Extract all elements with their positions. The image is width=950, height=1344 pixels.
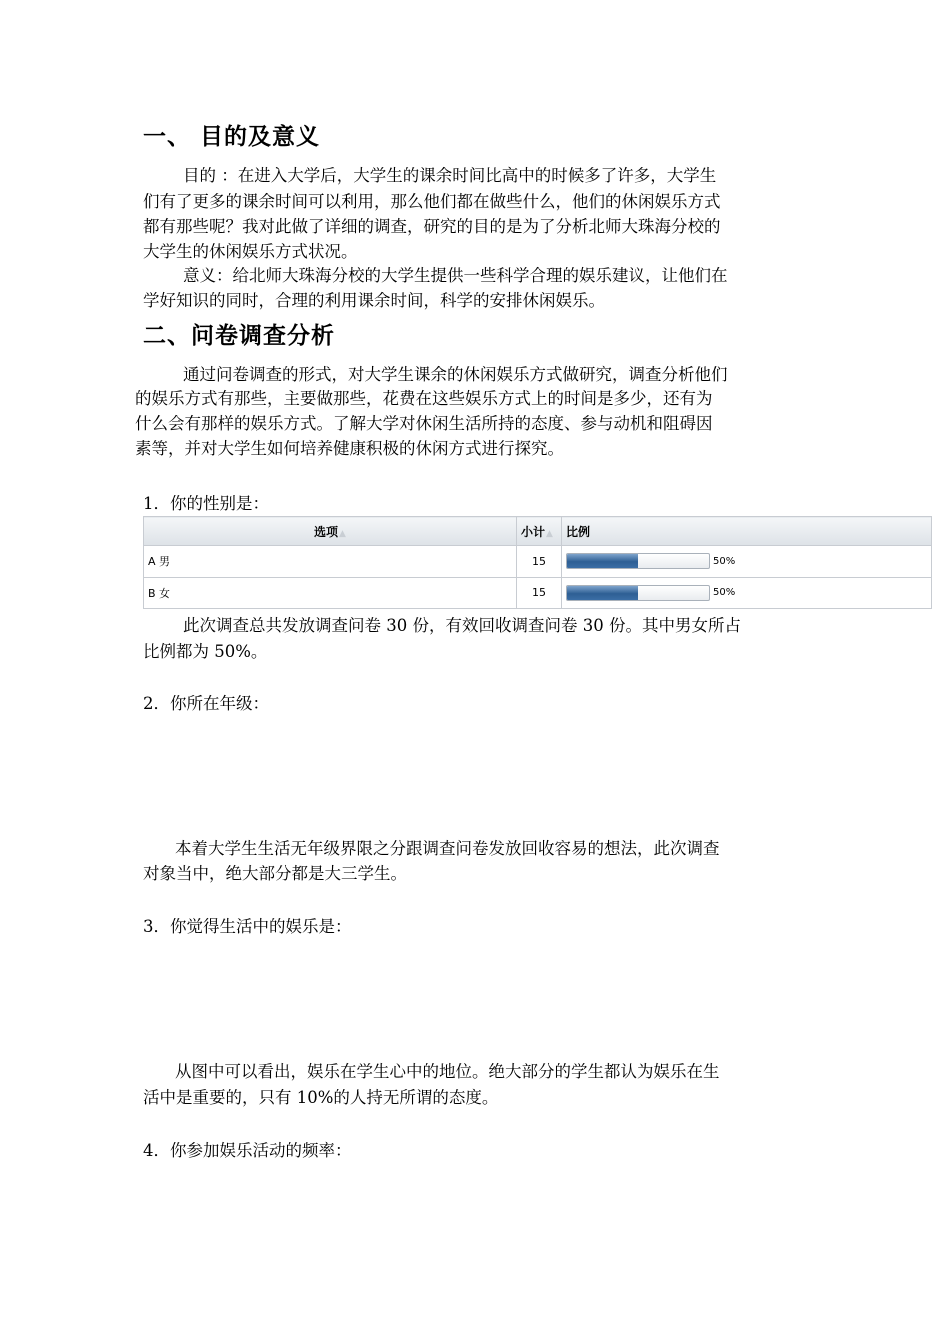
column-header-ratio: 比例 (562, 517, 932, 546)
paragraph-line: 意义：给北师大珠海分校的大学生提供一些科学合理的娱乐建议，让他们在 (183, 266, 728, 285)
count-cell: 15 (517, 546, 562, 577)
paragraph-line: 学好知识的同时，合理的利用课余时间，科学的安排休闲娱乐。 (143, 291, 605, 310)
ratio-bar-fill (567, 554, 638, 568)
count-cell: 15 (517, 577, 562, 608)
paragraph-line: 什么会有那样的娱乐方式。了解大学对休闲生活所持的态度、参与动机和阻碍因 (135, 414, 713, 433)
paragraph-line: 此次调查总共发放调查问卷 30 份，有效回收调查问卷 30 份。其中男女所占 (183, 616, 741, 635)
paragraph-line: 本着大学生生活无年级界限之分跟调查问卷发放回收容易的想法，此次调查 (175, 839, 720, 858)
question-title: 1．你的性别是： (143, 494, 269, 513)
sort-icon: ▲ (546, 528, 553, 539)
paragraph-line: 目的 ：在进入大学后，大学生的课余时间比高中的时候多了许多，大学生 (183, 166, 717, 185)
paragraph-line: 素等，并对大学生如何培养健康积极的休闲方式进行探究。 (135, 439, 564, 458)
paragraph-line: 通过问卷调查的形式，对大学生课余的休闲娱乐方式做研究，调查分析他们 (183, 365, 728, 384)
question-title: 4．你参加娱乐活动的频率： (143, 1141, 352, 1160)
ratio-label: 50% (713, 587, 736, 599)
ratio-bar (566, 553, 710, 569)
ratio-cell (562, 546, 932, 577)
ratio-label: 50% (713, 555, 736, 567)
question-title: 3．你觉得生活中的娱乐是： (143, 917, 352, 936)
paragraph-line: 都有那些呢？我对此做了详细的调查，研究的目的是为了分析北师大珠海分校的 (143, 217, 721, 236)
paragraph-line: 对象当中，绝大部分都是大三学生。 (143, 864, 407, 883)
paragraph-line: 的娱乐方式有那些，主要做那些，花费在这些娱乐方式上的时间是多少，还有为 (135, 389, 713, 408)
paragraph-line: 比例都为 50%。 (143, 642, 268, 661)
paragraph-line: 从图中可以看出，娱乐在学生心中的地位。绝大部分的学生都认为娱乐在生 (175, 1062, 720, 1081)
option-cell: A 男 (144, 546, 517, 577)
paragraph-line: 活中是重要的，只有 10%的人持无所谓的态度。 (143, 1088, 499, 1107)
table-header-row (144, 517, 932, 546)
option-cell: B 女 (144, 577, 517, 608)
sort-icon: ▲ (339, 528, 346, 539)
ratio-cell (562, 577, 932, 608)
column-header-count[interactable]: 小计▲ (517, 517, 562, 546)
section-heading-survey-analysis: 二、问卷调查分析 (143, 323, 335, 349)
question-title: 2．你所在年级： (143, 694, 269, 713)
table-row (144, 546, 932, 577)
ratio-bar-fill (567, 586, 638, 600)
table-row (144, 577, 932, 608)
section-heading-purpose: 一、 目的及意义 (143, 124, 321, 150)
gender-result-table (143, 516, 932, 609)
ratio-bar (566, 585, 710, 601)
paragraph-line: 大学生的休闲娱乐方式状况。 (143, 242, 358, 261)
paragraph-line: 们有了更多的课余时间可以利用，那么他们都在做些什么，他们的休闲娱乐方式 (143, 192, 721, 211)
column-header-option[interactable]: 选项▲ (144, 517, 517, 546)
